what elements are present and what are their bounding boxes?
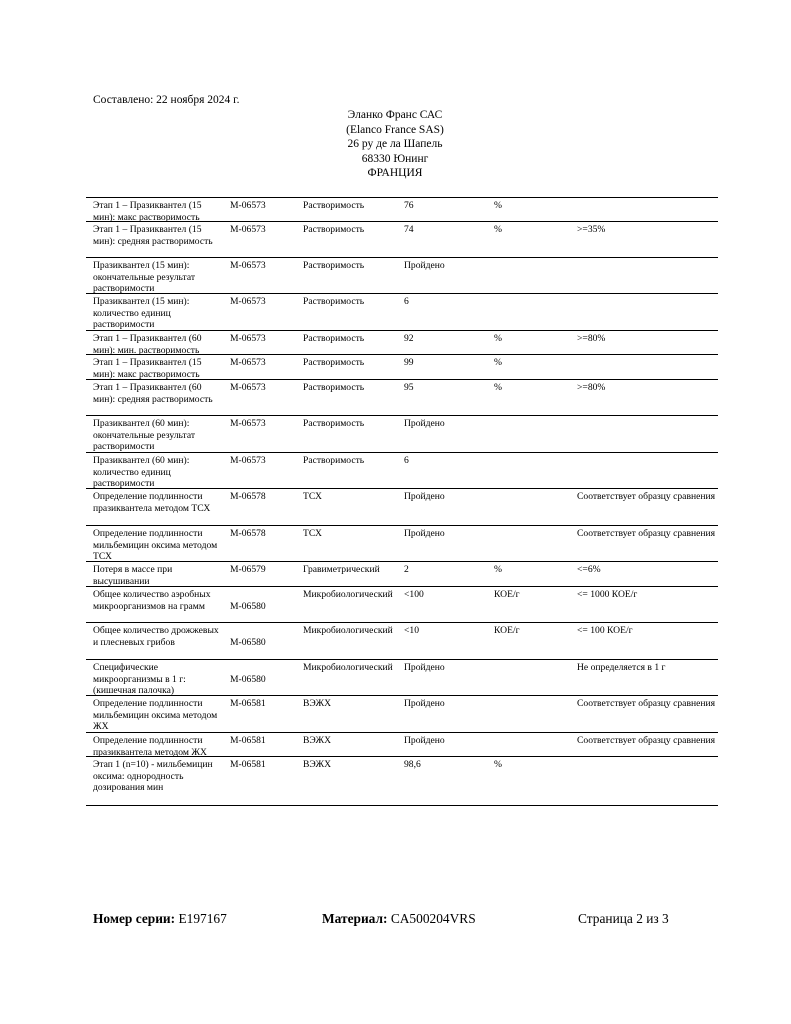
specification: >=35% (577, 224, 606, 235)
test-type: ВЭЖХ (303, 735, 332, 746)
test-type: Растворимость (303, 260, 365, 271)
table-row (86, 416, 718, 453)
batch-label: Номер серии: (93, 911, 176, 926)
result-value: 99 (404, 357, 414, 368)
result-unit: % (494, 382, 502, 393)
table-row (86, 489, 718, 526)
company-country: ФРАНЦИЯ (367, 167, 423, 179)
table-row (86, 380, 718, 416)
test-name: Специфические микроорганизмы в 1 г: (кишечная палочка) (93, 662, 186, 697)
test-type: ТСХ (303, 528, 322, 539)
test-type: Растворимость (303, 357, 365, 368)
test-name: Определение подлинности празиквантела методом ТСХ (93, 491, 211, 514)
material-label: Материал: (322, 911, 388, 926)
test-name: Этап 1 – Празиквантел (60 мин): мин. растворимость (93, 333, 202, 356)
test-type: Растворимость (303, 333, 365, 344)
specification: <=6% (577, 564, 601, 575)
result-value: Пройдено (404, 528, 445, 539)
specification: <= 100 КОЕ/г (577, 625, 633, 636)
test-type: Микробиологический (303, 589, 393, 600)
table-row (86, 331, 718, 355)
method-code: M-06573 (230, 224, 266, 235)
table-row (86, 757, 718, 806)
method-code: M-06573 (230, 200, 266, 211)
material (322, 911, 476, 927)
result-value: 6 (404, 296, 409, 307)
test-name: Празиквантел (60 мин): количество единиц растворимости (93, 455, 190, 490)
table-row (86, 355, 718, 380)
result-value: <10 (404, 625, 420, 636)
table-row (86, 526, 718, 562)
specification: >=80% (577, 382, 606, 393)
test-type: ВЭЖХ (303, 698, 332, 709)
test-type: Гравиметрический (303, 564, 380, 575)
test-type: Растворимость (303, 296, 365, 307)
method-code: M-06573 (230, 418, 266, 429)
result-value: 6 (404, 455, 409, 466)
table-row (86, 258, 718, 294)
result-unit: % (494, 224, 502, 235)
test-type: ТСХ (303, 491, 322, 502)
company-city: 68330 Юнинг (361, 152, 429, 165)
method-code: M-06580 (230, 601, 266, 612)
result-value: Пройдено (404, 260, 445, 271)
test-type: ВЭЖХ (303, 759, 332, 770)
result-value: 92 (404, 333, 414, 344)
method-code: M-06581 (230, 698, 266, 709)
method-code: M-06573 (230, 333, 266, 344)
test-name: Определение подлинности мильбемицин оксима методом ЖХ (93, 698, 218, 733)
test-name: Общее количество дрожжевых и плесневых грибов (93, 625, 219, 648)
result-value: Пройдено (404, 735, 445, 746)
method-code: M-06578 (230, 491, 266, 502)
compiled-date: Составлено: 22 ноября 2024 г. (93, 94, 240, 106)
test-name: Этап 1 – Празиквантел (15 мин): макс растворимость (93, 357, 202, 380)
test-name: Этап 1 – Празиквантел (15 мин): средняя растворимость (93, 224, 213, 247)
table-row (86, 562, 718, 587)
test-name: Определение подлинности мильбемицин оксима методом ТСХ (93, 528, 218, 563)
test-name: Общее количество аэробных микроорганизмов на грамм (93, 589, 211, 612)
result-unit: % (494, 200, 502, 211)
company-street: 26 ру де ла Шапель (347, 138, 443, 150)
specification: Соответствует образцу сравнения (577, 698, 716, 709)
result-value: Пройдено (404, 418, 445, 429)
method-code: M-06573 (230, 260, 266, 271)
result-unit: % (494, 759, 502, 770)
table-row (86, 660, 718, 696)
result-value: 98,6 (404, 759, 421, 770)
test-type: Микробиологический (303, 625, 393, 636)
result-value: <100 (404, 589, 424, 600)
table-row (86, 453, 718, 489)
table-row (86, 294, 718, 331)
test-type: Микробиологический (303, 662, 393, 673)
result-unit: % (494, 564, 502, 575)
result-value: Пройдено (404, 698, 445, 709)
method-code: M-06581 (230, 735, 266, 746)
test-type: Растворимость (303, 200, 365, 211)
test-name: Потеря в массе при высушивании (93, 564, 173, 587)
test-name: Этап 1 – Празиквантел (60 мин): средняя растворимость (93, 382, 213, 405)
company-name-en: (Elanco France SAS) (346, 123, 444, 136)
table-row (86, 623, 718, 660)
test-type: Растворимость (303, 382, 365, 393)
method-code: M-06581 (230, 759, 266, 770)
specification: Не определяется в 1 г (577, 662, 666, 673)
method-code: M-06573 (230, 455, 266, 466)
specification: <= 1000 КОЕ/г (577, 589, 638, 600)
table-row (86, 198, 718, 222)
test-name: Празиквантел (15 мин): количество единиц растворимости (93, 296, 190, 331)
test-type: Растворимость (303, 418, 365, 429)
method-code: M-06580 (230, 637, 266, 648)
table-row (86, 222, 718, 258)
result-unit: КОЕ/г (494, 625, 520, 636)
result-value: Пройдено (404, 491, 445, 502)
material-value: CA500204VRS (390, 911, 476, 926)
batch-number (93, 911, 227, 927)
specification: Соответствует образцу сравнения (577, 735, 716, 746)
table-row (86, 733, 718, 757)
method-code: M-06580 (230, 674, 266, 685)
test-name: Определение подлинности празиквантела методом ЖХ (93, 735, 207, 758)
result-unit: % (494, 333, 502, 344)
method-code: M-06579 (230, 564, 266, 575)
specification: >=80% (577, 333, 606, 344)
specification: Соответствует образцу сравнения (577, 528, 716, 539)
company-address (250, 108, 540, 181)
test-name: Этап 1 – Празиквантел (15 мин): макс растворимость (93, 200, 202, 223)
method-code: M-06573 (230, 382, 266, 393)
table-row (86, 587, 718, 623)
result-unit: КОЕ/г (494, 589, 520, 600)
result-value: 74 (404, 224, 414, 235)
result-value: 76 (404, 200, 414, 211)
method-code: M-06578 (230, 528, 266, 539)
result-value: 2 (404, 564, 409, 575)
test-name: Празиквантел (15 мин): окончательные результат растворимости (93, 260, 196, 295)
page-number: Страница 2 из 3 (578, 911, 669, 926)
method-code: M-06573 (230, 357, 266, 368)
table-row (86, 696, 718, 733)
results-table (86, 197, 718, 806)
test-type: Растворимость (303, 455, 365, 466)
result-value: Пройдено (404, 662, 445, 673)
method-code: M-06573 (230, 296, 266, 307)
result-unit: % (494, 357, 502, 368)
result-value: 95 (404, 382, 414, 393)
company-name-ru: Эланко Франс САС (347, 109, 443, 121)
test-name: Этап 1 (n=10) - мильбемицин оксима: однородность дозирования мин (93, 759, 213, 794)
test-type: Растворимость (303, 224, 365, 235)
batch-value: E197167 (178, 911, 227, 926)
specification: Соответствует образцу сравнения (577, 491, 716, 502)
test-name: Празиквантел (60 мин): окончательные результат растворимости (93, 418, 196, 453)
